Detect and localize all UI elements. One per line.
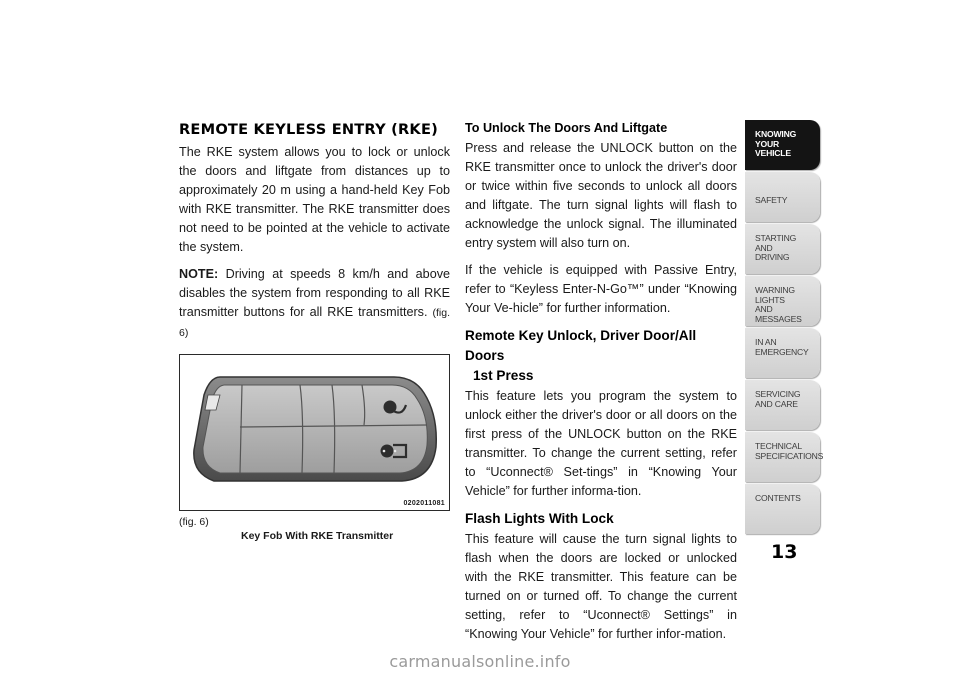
tab-label-line: STARTING xyxy=(755,233,797,243)
left-column xyxy=(179,119,450,351)
remote-unlock-paragraph: This feature lets you program the system to unlock either the driver's door or all doors on the first press of the UNLOCK button on the RKE transmitter. To change the current setting, refer to “Uconnect® Set-tings” in “Knowing Your Vehicle” for further informa-tion. xyxy=(465,389,737,498)
tab-label-line: CONTENTS xyxy=(755,493,801,503)
remote-unlock-heading-line1: Remote Key Unlock, Driver Door/All Doors xyxy=(465,328,697,363)
note-text: Driving at speeds 8 km/h and above disables the system from responding to all RKE transmitter buttons for all RKE transmitters. xyxy=(179,267,450,319)
tab-servicing-and-care[interactable] xyxy=(745,380,820,430)
tab-contents[interactable] xyxy=(745,484,820,534)
tab-warning-lights-and-messages[interactable] xyxy=(745,276,820,326)
figure-reference-link[interactable]: (fig. 6) xyxy=(179,307,450,339)
flash-lights-paragraph: This feature will cause the turn signal lights to flash when the doors are locked or unlocked with the RKE transmitter. This feature can be turned on or turned off. To change the current setting, refer to “Uconnect® Settings” in “Knowing Your Vehicle” for further infor-mation. xyxy=(465,532,737,641)
chapter-tabs xyxy=(745,120,824,536)
tab-label-line: AND CARE xyxy=(755,398,798,409)
tab-label-line: EMERGENCY xyxy=(755,346,809,357)
tab-label-line: IN AN xyxy=(755,337,777,347)
tab-label-line: MESSAGES xyxy=(755,313,802,324)
tab-in-an-emergency[interactable] xyxy=(745,328,820,378)
tab-label-line: SAFETY xyxy=(755,195,788,205)
tab-label-line: KNOWING xyxy=(755,129,797,139)
tab-technical-specifications[interactable] xyxy=(745,432,824,482)
figure-code: 0202011081 xyxy=(403,500,445,507)
unlock-paragraph-2: If the vehicle is equipped with Passive Entry, refer to “Keyless Enter-N-Go™” under “Knowing Your Ve-hicle” for further information. xyxy=(465,263,737,315)
tab-label-line: WARNING xyxy=(755,285,795,295)
figure-label: (fig. 6) xyxy=(179,516,209,528)
tab-starting-and-driving[interactable] xyxy=(745,224,820,274)
unlock-heading: To Unlock The Doors And Liftgate xyxy=(465,121,668,135)
watermark-text: carmanualsonline.info xyxy=(389,652,571,671)
tab-label-line: VEHICLE xyxy=(755,148,791,158)
remote-unlock-heading-line2: 1st Press xyxy=(473,368,534,383)
note-paragraph xyxy=(179,265,450,343)
tab-label-line: DRIVING xyxy=(755,252,790,262)
tab-safety[interactable] xyxy=(745,172,820,222)
tab-knowing-your-vehicle[interactable] xyxy=(745,120,820,170)
note-label: NOTE: xyxy=(179,267,219,281)
intro-paragraph: The RKE system allows you to lock or unlock the doors and liftgate from distances up to approximately 20 m using a hand-held Key Fob with RKE transmitter. The RKE transmitter does not need to be pointed at the vehicle to activate the system. xyxy=(179,145,450,254)
tab-label-line: SPECIFICATIONS xyxy=(755,450,824,461)
right-column xyxy=(465,119,737,652)
unlock-paragraph-1: Press and release the UNLOCK button on the RKE transmitter once to unlock the driver's door or twice within five seconds to unlock all doors and liftgate. The turn signal lights will flash to acknowledge the unlock signal. The illuminated entry system will also turn on. xyxy=(465,141,737,250)
key-fob-figure xyxy=(179,354,450,511)
tab-label-line: LIGHTS xyxy=(755,294,785,305)
flash-lights-heading: Flash Lights With Lock xyxy=(465,511,614,526)
tab-label-line: AND xyxy=(755,242,773,253)
page-number: 13 xyxy=(771,541,798,563)
figure-caption: Key Fob With RKE Transmitter xyxy=(241,530,394,542)
key-fob-illustration xyxy=(180,355,449,510)
remote-unlock-heading xyxy=(465,326,737,386)
tab-label-line: AND xyxy=(755,304,773,314)
section-title: REMOTE KEYLESS ENTRY (RKE) xyxy=(179,121,438,138)
tab-label-line: YOUR xyxy=(755,138,780,149)
tab-label-line: SERVICING xyxy=(755,389,801,399)
tab-label-line: TECHNICAL xyxy=(755,441,802,451)
